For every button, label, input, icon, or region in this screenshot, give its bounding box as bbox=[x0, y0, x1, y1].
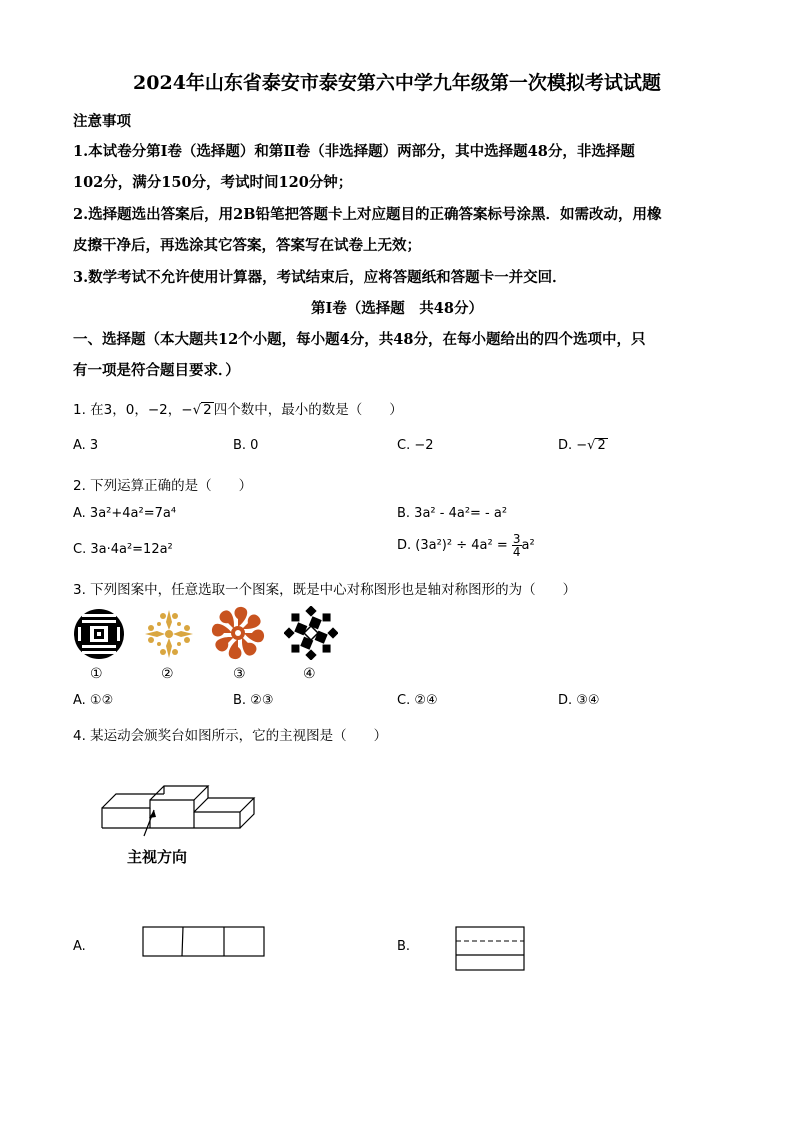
note-2-line-1: 2.选择题选出答案后，用2B铅笔把答题卡上对应题目的正确答案标号涂黑．如需改动，用橡 bbox=[73, 206, 662, 223]
question-2-option-a: A. 3a²+4a²=7a⁴ bbox=[73, 506, 177, 521]
page-title: 2024年山东省泰安市泰安第六中学九年级第一次模拟考试试题 bbox=[133, 72, 661, 94]
question-1-radicand: 2 bbox=[203, 402, 212, 418]
pattern-1-bagua-icon bbox=[73, 608, 125, 660]
pattern-2-flower-icon bbox=[141, 606, 197, 662]
question-3-option-a: A. ①② bbox=[73, 693, 114, 708]
fraction-denominator: 4 bbox=[512, 545, 521, 559]
notes-heading: 注意事项 bbox=[73, 113, 131, 130]
question-1-option-d-radicand: 2 bbox=[597, 438, 606, 453]
note-1-line-2: 102分，满分150分，考试时间120分钟； bbox=[73, 174, 353, 191]
question-1-option-d bbox=[558, 438, 608, 453]
option-a-front-view-figure bbox=[142, 926, 266, 958]
pattern-3-label: ③ bbox=[233, 666, 246, 682]
question-3-option-c: C. ②④ bbox=[397, 693, 438, 708]
fraction-numerator: 3 bbox=[512, 532, 521, 546]
note-1-line-1: 1.本试卷分第Ⅰ卷（选择题）和第Ⅱ卷（非选择题）两部分，其中选择题48分，非选择题 bbox=[73, 143, 635, 160]
question-2-option-d-prefix: D. bbox=[397, 538, 416, 553]
question-4-stem: 4. 某运动会颁奖台如图所示，它的主视图是（ ） bbox=[73, 728, 388, 744]
question-3-stem: 3. 下列图案中，任意选取一个图案，既是中心对称图形也是轴对称图形的为（ ） bbox=[73, 582, 577, 598]
question-2-option-d-fraction bbox=[512, 533, 522, 558]
question-3-option-b: B. ②③ bbox=[233, 693, 274, 708]
pattern-3-swirl-icon bbox=[210, 605, 266, 661]
question-1-option-c: C. −2 bbox=[397, 438, 434, 453]
section-1-line-1: 一、选择题（本大题共12个小题，每小题4分，共48分，在每小题给出的四个选项中，只 bbox=[73, 331, 646, 348]
sqrt-icon: √ bbox=[192, 402, 202, 418]
question-2-option-b: B. 3a² - 4a²= - a² bbox=[397, 506, 508, 521]
question-3-option-d: D. ③④ bbox=[558, 693, 600, 708]
section-1-line-2: 有一项是符合题目要求．） bbox=[73, 362, 240, 379]
pattern-2-label: ② bbox=[161, 666, 174, 682]
question-1-option-a: A. 3 bbox=[73, 438, 99, 453]
question-2-option-d bbox=[397, 533, 535, 558]
question-1-stem-prefix: 1. 在3，0，−2，− bbox=[73, 402, 193, 418]
note-3: 3.数学考试不允许使用计算器，考试结束后，应将答题纸和答题卡一并交回． bbox=[73, 269, 567, 286]
question-2-option-d-expr-left: (3a²)² ÷ 4a² = bbox=[415, 538, 512, 553]
option-b-view-figure bbox=[455, 926, 527, 972]
question-2-option-c: C. 3a·4a²=12a² bbox=[73, 542, 173, 557]
question-2-option-d-expr-right: a² bbox=[521, 538, 535, 553]
sqrt-icon: √ bbox=[587, 438, 596, 453]
note-2-line-2: 皮擦干净后，再选涂其它答案，答案写在试卷上无效； bbox=[73, 237, 421, 254]
question-2-stem: 2. 下列运算正确的是（ ） bbox=[73, 478, 253, 494]
figure-caption-view-direction: 主视方向 bbox=[127, 848, 188, 866]
pattern-4-label: ④ bbox=[303, 666, 316, 682]
part-1-heading: 第Ⅰ卷（选择题 共48分） bbox=[311, 300, 483, 317]
question-1-stem bbox=[73, 398, 403, 418]
pattern-1-label: ① bbox=[90, 666, 103, 682]
podium-3d-figure bbox=[98, 782, 258, 854]
question-1-option-b: B. 0 bbox=[233, 438, 259, 453]
question-1-option-d-prefix: D. − bbox=[558, 438, 588, 453]
question-4-option-a-label: A. bbox=[73, 939, 86, 954]
question-1-stem-suffix: 四个数中，最小的数是（ ） bbox=[213, 402, 403, 418]
pattern-4-geometric-icon bbox=[284, 606, 338, 660]
question-4-option-b-label: B. bbox=[397, 939, 411, 954]
